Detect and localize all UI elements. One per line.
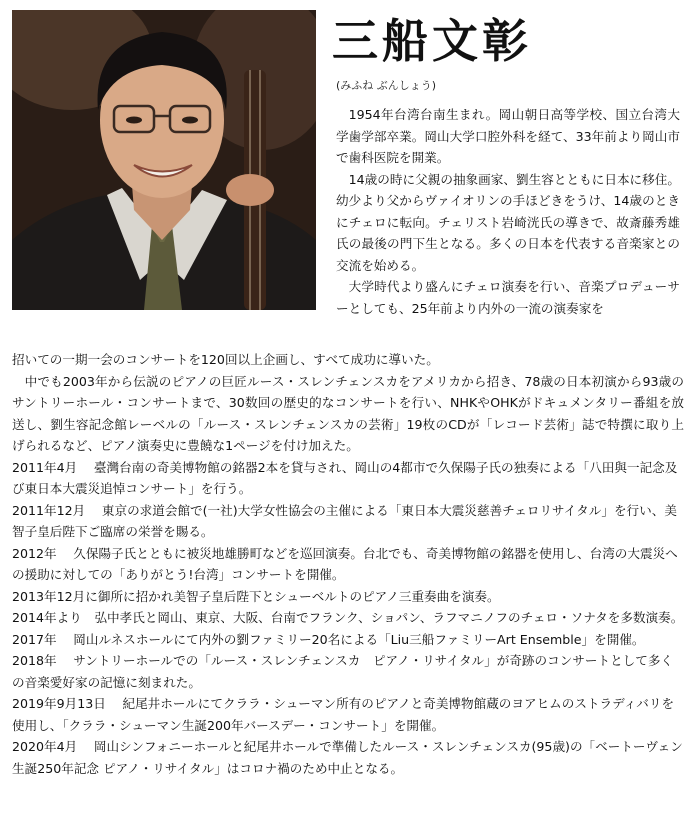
person-name: 三船文彰	[332, 14, 532, 68]
bio-paragraph-3-end: 招いての一期一会のコンサートを120回以上企画し、すべて成功に導いた。	[12, 352, 439, 367]
bio-paragraph-4: 中でも2003年から伝説のピアノの巨匠ルース・スレンチェンスカをアメリカから招き、78歳の日本初演から93歳のサントリーホール・コンサートまで、30数回の歴史的なコンサートを行い、NHKやOHKがドキュメンタリー番組を放送し、劉生容記念館レーベルの「ルース・スレンチェンスカの芸術」19枚のCDが「レコード芸術」誌で特撰に取り上げられるなど、ピアノ演奏史に豊饒な1ページを付け加えた。	[12, 373, 684, 453]
history-item: 2011年12月 東京の求道会館で(一社)大学女性協会の主催による「東日本大震災慈善チェロリサイタル」を行い、美智子皇后陛下ご臨席の栄誉を賜る。	[12, 502, 677, 539]
history-item: 2019年9月13日 紀尾井ホールにてクララ・シューマン所有のピアノと奇美博物館蔵のヨアヒムのストラディバリを使用し、「クララ・シューマン生誕200年バースデー・コンサート」を開催。	[12, 696, 675, 733]
history-item: 2014年より 弘中孝氏と岡山、東京、大阪、台南でフランク、ショパン、ラフマニノフのチェロ・ソナタを多数演奏。	[12, 610, 684, 625]
bio-paragraph-2: 14歳の時に父親の抽象画家、劉生容とともに日本に移住。幼少より父からヴァイオリンの手ほどきをうけ、14歳のときにチェロに転向。チェリスト岩崎洸氏の導きで、故斎藤秀雄氏の最後の門下生となる。多くの日本を代表する音楽家との交流を始める。	[336, 171, 680, 273]
history-item: 2020年4月 岡山シンフォニーホールと紀尾井ホールで準備したルース・スレンチェンスカ(95歳)の「ベートーヴェン生誕250年記念 ピアノ・リサイタル」はコロナ禍のため中止となる。	[12, 739, 683, 776]
bio-paragraph-1: 1954年台湾台南生まれ。岡山朝日高等学校、国立台湾大学歯学部卒業。岡山大学口腔外科を経て、33年前より岡山市で歯科医院を開業。	[336, 107, 680, 165]
history-item: 2017年 岡山ルネスホールにて内外の劉ファミリー20名による「Liu三船ファミリーArt Ensemble」を開催。	[12, 631, 645, 647]
bio-right-column	[336, 104, 680, 319]
history-item: 2018年 サントリーホールでの「ルース・スレンチェンスカ ピアノ・リサイタル」が奇跡のコンサートとして多くの音楽愛好家の記憶に刻まれた。	[12, 653, 674, 690]
bio-paragraph-3-start: 大学時代より盛んにチェロ演奏を行い、音楽プロデューサーとしても、25年前より内外の一流の演奏家を	[336, 279, 680, 316]
history-item: 2013年12月に御所に招かれ美智子皇后陛下とシューベルトのピアノ三重奏曲を演奏。	[12, 588, 500, 604]
history-item: 2012年 久保陽子氏とともに被災地雄勝町などを巡回演奏。台北でも、奇美博物館の銘器を使用し、台湾の大震災への援助に対しての「ありがとう!台湾」コンサートを開催。	[12, 545, 678, 582]
bio-full-width	[12, 349, 684, 779]
history-list	[12, 457, 684, 780]
portrait-photo	[12, 10, 316, 310]
name-reading: (みふね ぶんしょう)	[336, 79, 437, 92]
history-item: 2011年4月 臺灣台南の奇美博物館の銘器2本を貸与され、岡山の4都市で久保陽子氏の独奏による「八田與一記念及び東日本大震災追悼コンサート」を行う。	[12, 459, 678, 496]
